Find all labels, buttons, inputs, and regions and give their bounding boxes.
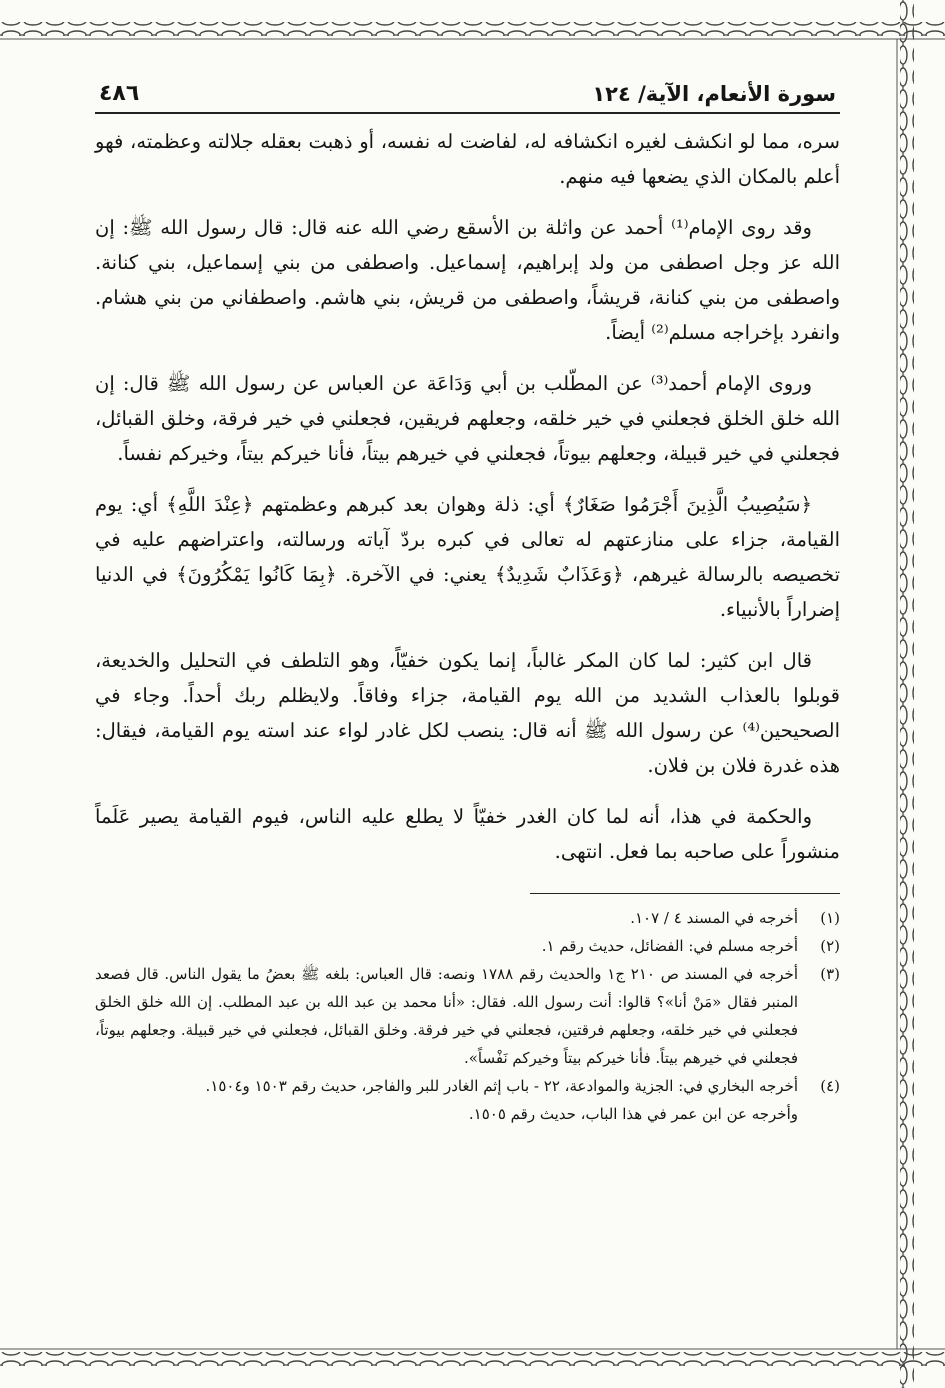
footnote-text: أخرجه في المسند ٤ / ١٠٧. xyxy=(630,909,798,927)
footnote-separator xyxy=(530,893,840,894)
footnote-number: (١) xyxy=(820,909,840,927)
book-page xyxy=(95,72,840,1128)
footnote-continuation: وأخرجه عن ابن عمر في هذا الباب، حديث رقم ١٥٠٥. xyxy=(468,1105,798,1123)
page-number: ٤٨٦ xyxy=(99,81,140,106)
paragraph: والحكمة في هذا، أنه لما كان الغدر خفيّاً لا يطلع عليه الناس، فيوم القيامة يصير عَلَماً منشوراً على صاحبه بما فعل. انتهى. xyxy=(95,805,840,863)
main-text xyxy=(95,124,840,869)
footnote xyxy=(95,1072,840,1100)
footnote xyxy=(95,960,840,1072)
paragraph: وروى الإمام أحمد⁽³⁾ عن المطّلب بن أبي وَدَاعَة عن العباس عن رسول الله ﷺ قال: إن الله خلق الخلق فجعلني في خير خلقه، وجعلهم فريقين، فجعلني في خير فرقة، وخلق القبائل، فجعلني في خير قبيلة، وجعلهم بيوتاً، فجعلني في خيرهم بيتاً، فأنا خيركم بيتاً، وخيركم نفساً. xyxy=(95,372,840,465)
footnote xyxy=(95,904,840,932)
footnote-number: (٢) xyxy=(820,937,840,955)
footnote-number: (٤) xyxy=(820,1077,840,1095)
footnote-number: (٣) xyxy=(820,965,840,983)
paragraph: وقد روى الإمام⁽¹⁾ أحمد عن واثلة بن الأسقع رضي الله عنه قال: قال رسول الله ﷺ: إن الله عز وجل اصطفى من ولد إبراهيم، إسماعيل. واصطفى من بني إسماعيل، بني كنانة. واصطفى من بني كنانة، قريشاً، واصطفى من قريش، بني هاشم. واصطفاني من بني هشام. وانفرد بإخراجه مسلم⁽²⁾ أيضاً. xyxy=(95,216,840,344)
paragraph: سره، مما لو انكشف لغيره انكشافه له، لفاضت له نفسه، أو ذهبت بعقله جلالته وعظمته، فهو أعلم بالمكان الذي يضعها فيه منهم. xyxy=(95,130,840,188)
footnotes xyxy=(95,904,840,1128)
paragraph: ﴿سَيُصِيبُ الَّذِينَ أَجْرَمُوا صَغَارٌ﴾ أي: ذلة وهوان بعد كبرهم وعظمتهم ﴿عِنْدَ اللَّهِ﴾ أي: يوم القيامة، جزاء على منازعتهم له تعالى في كبره بردّ آياته ورسالته، واعتراضهم عليه في تخصيصه بالرسالة غيرهم، ﴿وَعَذَابٌ شَدِيدٌ﴾ يعني: في الآخرة. ﴿بِمَا كَانُوا يَمْكُرُونَ﴾ في الدنيا إضراراً بالأنبياء. xyxy=(95,493,840,621)
footnote-text: أخرجه البخاري في: الجزية والموادعة، ٢٢ - باب إثم الغادر للبر والفاجر، حديث رقم ١٥٠٣ و١٥٠٤. xyxy=(205,1077,798,1095)
surah-title: سورة الأنعام، الآية/ ١٢٤ xyxy=(592,82,836,106)
footnote-text: أخرجه مسلم في: الفضائل، حديث رقم ١. xyxy=(541,937,798,955)
paragraph: قال ابن كثير: لما كان المكر غالباً، إنما يكون خفيّاً، وهو التلطف في التحليل والخديعة، قوبلوا بالعذاب الشديد من الله يوم القيامة، جزاء وفاقاً. ولايظلم ربك أحداً. وجاء في الصحيحين⁽⁴⁾ عن رسول الله ﷺ أنه قال: ينصب لكل غادر لواء عند استه يوم القيامة، فيقال: هذه غدرة فلان بن فلان. xyxy=(95,649,840,777)
running-header xyxy=(95,72,840,114)
footnote-text: أخرجه في المسند ص ٢١٠ ج١ والحديث رقم ١٧٨٨ ونصه: قال العباس: بلغه ﷺ بعضُ ما يقول الناس. قال فصعد المنبر فقال «مَنْ أنا»؟ قالوا: أنت رسول الله. فقال: «أنا محمد بن عبد الله بن عبد المطلب. إن الله خلق الخلق فجعلني في خير خلقه، وجعلهم فرقتين، فجعلني في خير فرقة. وخلق القبائل، فجعلني في خير قبيلة. وجعلهم بيوتاً، فجعلني في خيرهم بيتاً. فأنا خيركم بيتاً وخيركم نَفْساً». xyxy=(95,965,798,1067)
footnote xyxy=(95,932,840,960)
